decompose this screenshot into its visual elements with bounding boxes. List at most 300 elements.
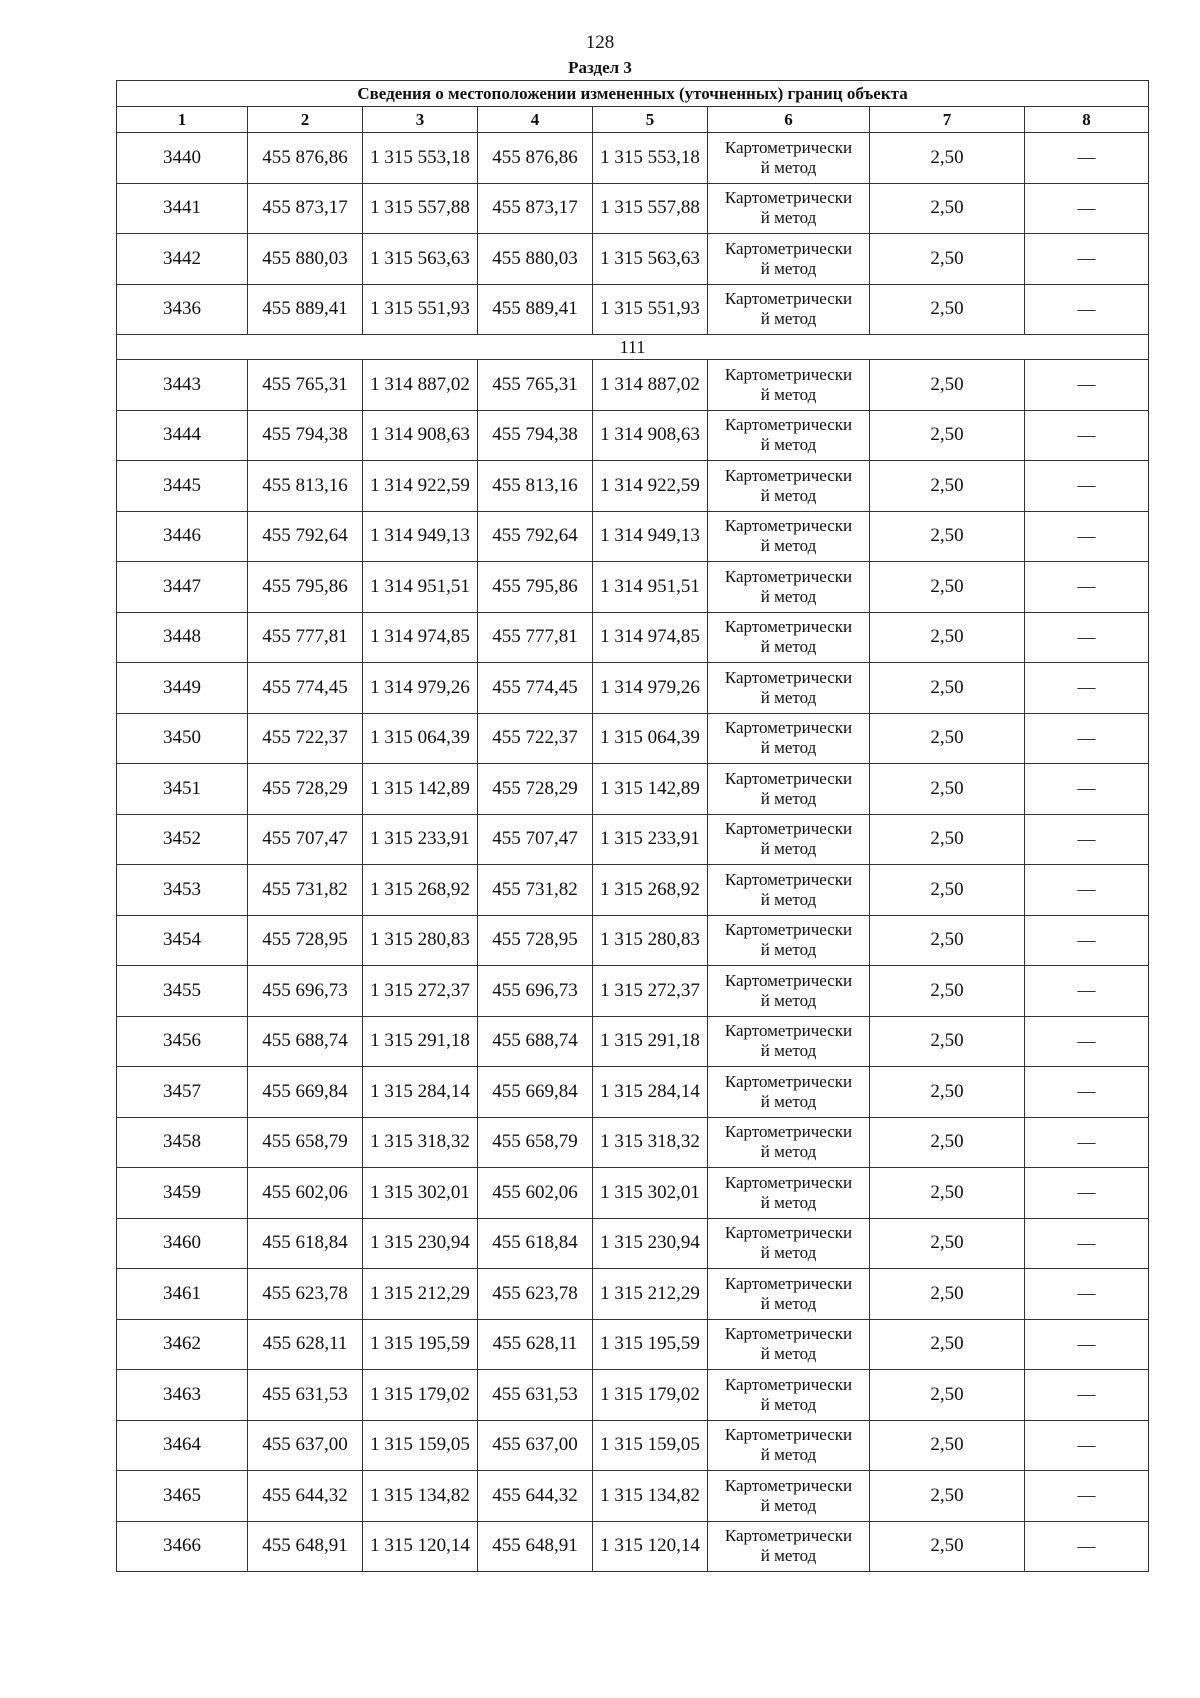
method-text-line: й метод: [760, 788, 817, 808]
method-text-line: й метод: [760, 1445, 817, 1465]
determination-method: [708, 410, 870, 461]
x-coordinate-refined: 455 644,32: [478, 1471, 593, 1522]
x-coordinate-refined: 455 731,82: [478, 865, 593, 916]
accuracy-value: 2,50: [870, 133, 1025, 184]
y-coordinate-existing: 1 315 553,18: [363, 133, 478, 184]
x-coordinate-existing: 455 889,41: [248, 284, 363, 335]
x-coordinate-existing: 455 623,78: [248, 1269, 363, 1320]
accuracy-value: 2,50: [870, 713, 1025, 764]
accuracy-value: 2,50: [870, 234, 1025, 285]
point-number: 3463: [117, 1370, 248, 1421]
x-coordinate-refined: 455 813,16: [478, 461, 593, 512]
method-text-line: Картометрически: [724, 1374, 853, 1394]
x-coordinate-refined: 455 728,95: [478, 915, 593, 966]
accuracy-value: 2,50: [870, 1168, 1025, 1219]
method-text-line: й метод: [760, 586, 817, 606]
table-row: [117, 612, 1149, 663]
x-coordinate-refined: 455 707,47: [478, 814, 593, 865]
x-coordinate-refined: 455 602,06: [478, 1168, 593, 1219]
point-number: 3444: [117, 410, 248, 461]
x-coordinate-existing: 455 813,16: [248, 461, 363, 512]
method-text-line: Картометрически: [724, 970, 853, 990]
table-row: [117, 915, 1149, 966]
x-coordinate-refined: 455 765,31: [478, 360, 593, 411]
y-coordinate-existing: 1 314 908,63: [363, 410, 478, 461]
description-cell: —: [1025, 234, 1149, 285]
y-coordinate-existing: 1 315 557,88: [363, 183, 478, 234]
x-coordinate-refined: 455 777,81: [478, 612, 593, 663]
table-row: [117, 1319, 1149, 1370]
x-coordinate-refined: 455 795,86: [478, 562, 593, 613]
point-number: 3452: [117, 814, 248, 865]
description-cell: —: [1025, 183, 1149, 234]
x-coordinate-refined: 455 658,79: [478, 1117, 593, 1168]
method-text-line: й метод: [760, 889, 817, 909]
x-coordinate-existing: 455 731,82: [248, 865, 363, 916]
table-row: [117, 814, 1149, 865]
accuracy-value: 2,50: [870, 663, 1025, 714]
point-number: 3451: [117, 764, 248, 815]
y-coordinate-refined: 1 315 563,63: [593, 234, 708, 285]
table-row: [117, 764, 1149, 815]
method-text-line: й метод: [760, 940, 817, 960]
method-text-line: Картометрически: [724, 238, 853, 258]
x-coordinate-existing: 455 774,45: [248, 663, 363, 714]
x-coordinate-existing: 455 794,38: [248, 410, 363, 461]
description-cell: —: [1025, 410, 1149, 461]
determination-method: [708, 1370, 870, 1421]
column-number: 2: [248, 107, 363, 133]
y-coordinate-refined: 1 314 922,59: [593, 461, 708, 512]
table-row: [117, 183, 1149, 234]
y-coordinate-existing: 1 315 318,32: [363, 1117, 478, 1168]
method-text-line: Картометрически: [724, 415, 853, 435]
x-coordinate-existing: 455 728,95: [248, 915, 363, 966]
y-coordinate-refined: 1 315 272,37: [593, 966, 708, 1017]
determination-method: [708, 1269, 870, 1320]
y-coordinate-refined: 1 315 551,93: [593, 284, 708, 335]
description-cell: —: [1025, 713, 1149, 764]
x-coordinate-refined: 455 792,64: [478, 511, 593, 562]
y-coordinate-refined: 1 315 159,05: [593, 1420, 708, 1471]
column-number: 5: [593, 107, 708, 133]
point-number: 3454: [117, 915, 248, 966]
determination-method: [708, 612, 870, 663]
y-coordinate-existing: 1 315 291,18: [363, 1016, 478, 1067]
accuracy-value: 2,50: [870, 1016, 1025, 1067]
point-number: 3450: [117, 713, 248, 764]
table-row: [117, 1218, 1149, 1269]
x-coordinate-existing: 455 722,37: [248, 713, 363, 764]
description-cell: —: [1025, 461, 1149, 512]
table-row: [117, 1269, 1149, 1320]
description-cell: —: [1025, 966, 1149, 1017]
section-title: Раздел 3: [568, 58, 632, 77]
method-text-line: й метод: [760, 536, 817, 556]
accuracy-value: 2,50: [870, 1067, 1025, 1118]
method-text-line: й метод: [760, 157, 817, 177]
description-cell: —: [1025, 663, 1149, 714]
x-coordinate-existing: 455 707,47: [248, 814, 363, 865]
y-coordinate-refined: 1 314 908,63: [593, 410, 708, 461]
x-coordinate-refined: 455 774,45: [478, 663, 593, 714]
determination-method: [708, 1420, 870, 1471]
x-coordinate-existing: 455 795,86: [248, 562, 363, 613]
point-number: 3462: [117, 1319, 248, 1370]
y-coordinate-existing: 1 314 922,59: [363, 461, 478, 512]
y-coordinate-refined: 1 315 280,83: [593, 915, 708, 966]
method-text-line: Картометрически: [724, 1475, 853, 1495]
determination-method: [708, 360, 870, 411]
method-text-line: й метод: [760, 384, 817, 404]
method-text-line: Картометрически: [724, 819, 853, 839]
x-coordinate-existing: 455 765,31: [248, 360, 363, 411]
method-text-line: Картометрически: [724, 1071, 853, 1091]
y-coordinate-refined: 1 315 134,82: [593, 1471, 708, 1522]
determination-method: [708, 461, 870, 512]
accuracy-value: 2,50: [870, 511, 1025, 562]
x-coordinate-refined: 455 628,11: [478, 1319, 593, 1370]
y-coordinate-refined: 1 315 195,59: [593, 1319, 708, 1370]
y-coordinate-refined: 1 315 302,01: [593, 1168, 708, 1219]
y-coordinate-refined: 1 314 887,02: [593, 360, 708, 411]
table-row: [117, 461, 1149, 512]
x-coordinate-existing: 455 792,64: [248, 511, 363, 562]
method-text-line: Картометрически: [724, 1526, 853, 1546]
y-coordinate-refined: 1 315 557,88: [593, 183, 708, 234]
description-cell: —: [1025, 133, 1149, 184]
method-text-line: й метод: [760, 1142, 817, 1162]
table-row: [117, 966, 1149, 1017]
point-number: 3465: [117, 1471, 248, 1522]
y-coordinate-refined: 1 315 318,32: [593, 1117, 708, 1168]
accuracy-value: 2,50: [870, 360, 1025, 411]
x-coordinate-refined: 455 876,86: [478, 133, 593, 184]
method-text-line: Картометрически: [724, 667, 853, 687]
y-coordinate-existing: 1 315 134,82: [363, 1471, 478, 1522]
accuracy-value: 2,50: [870, 966, 1025, 1017]
table-row: [117, 1471, 1149, 1522]
method-text-line: Картометрически: [724, 516, 853, 536]
table-caption: Сведения о местоположении измененных (уточненных) границ объекта: [117, 81, 1149, 107]
table-row: [117, 663, 1149, 714]
determination-method: [708, 1016, 870, 1067]
method-text-line: Картометрически: [724, 920, 853, 940]
method-text-line: й метод: [760, 309, 817, 329]
x-coordinate-refined: 455 889,41: [478, 284, 593, 335]
method-text-line: й метод: [760, 1293, 817, 1313]
table-row: [117, 1521, 1149, 1572]
method-text-line: Картометрически: [724, 465, 853, 485]
method-text-line: й метод: [760, 258, 817, 278]
x-coordinate-refined: 455 688,74: [478, 1016, 593, 1067]
y-coordinate-existing: 1 315 551,93: [363, 284, 478, 335]
y-coordinate-refined: 1 315 268,92: [593, 865, 708, 916]
x-coordinate-existing: 455 688,74: [248, 1016, 363, 1067]
x-coordinate-existing: 455 876,86: [248, 133, 363, 184]
x-coordinate-refined: 455 722,37: [478, 713, 593, 764]
determination-method: [708, 562, 870, 613]
table-row: [117, 410, 1149, 461]
y-coordinate-existing: 1 315 230,94: [363, 1218, 478, 1269]
description-cell: —: [1025, 1218, 1149, 1269]
column-number: 6: [708, 107, 870, 133]
description-cell: —: [1025, 1319, 1149, 1370]
point-number: 3459: [117, 1168, 248, 1219]
y-coordinate-existing: 1 315 142,89: [363, 764, 478, 815]
method-text-line: Картометрически: [724, 1425, 853, 1445]
x-coordinate-refined: 455 873,17: [478, 183, 593, 234]
group-label: 111: [117, 335, 1149, 360]
point-number: 3455: [117, 966, 248, 1017]
x-coordinate-refined: 455 696,73: [478, 966, 593, 1017]
accuracy-value: 2,50: [870, 1269, 1025, 1320]
method-text-line: Картометрически: [724, 1122, 853, 1142]
point-number: 3442: [117, 234, 248, 285]
table-row: [117, 133, 1149, 184]
table-row: [117, 1420, 1149, 1471]
accuracy-value: 2,50: [870, 1420, 1025, 1471]
x-coordinate-refined: 455 631,53: [478, 1370, 593, 1421]
determination-method: [708, 234, 870, 285]
accuracy-value: 2,50: [870, 865, 1025, 916]
y-coordinate-refined: 1 314 974,85: [593, 612, 708, 663]
method-text-line: й метод: [760, 1041, 817, 1061]
method-text-line: Картометрически: [724, 188, 853, 208]
point-number: 3449: [117, 663, 248, 714]
table-row: [117, 234, 1149, 285]
y-coordinate-existing: 1 314 974,85: [363, 612, 478, 663]
point-number: 3460: [117, 1218, 248, 1269]
determination-method: [708, 1168, 870, 1219]
x-coordinate-existing: 455 602,06: [248, 1168, 363, 1219]
accuracy-value: 2,50: [870, 562, 1025, 613]
table-row: [117, 284, 1149, 335]
accuracy-value: 2,50: [870, 284, 1025, 335]
y-coordinate-existing: 1 315 212,29: [363, 1269, 478, 1320]
accuracy-value: 2,50: [870, 612, 1025, 663]
x-coordinate-existing: 455 637,00: [248, 1420, 363, 1471]
table-row: [117, 562, 1149, 613]
point-number: 3445: [117, 461, 248, 512]
accuracy-value: 2,50: [870, 183, 1025, 234]
determination-method: [708, 133, 870, 184]
method-text-line: й метод: [760, 1243, 817, 1263]
determination-method: [708, 1471, 870, 1522]
method-text-line: Картометрически: [724, 1324, 853, 1344]
method-text-line: Картометрически: [724, 1021, 853, 1041]
point-number: 3441: [117, 183, 248, 234]
y-coordinate-refined: 1 315 120,14: [593, 1521, 708, 1572]
table-row: [117, 511, 1149, 562]
determination-method: [708, 1521, 870, 1572]
description-cell: —: [1025, 865, 1149, 916]
x-coordinate-existing: 455 658,79: [248, 1117, 363, 1168]
description-cell: —: [1025, 360, 1149, 411]
description-cell: —: [1025, 612, 1149, 663]
point-number: 3446: [117, 511, 248, 562]
point-number: 3447: [117, 562, 248, 613]
determination-method: [708, 915, 870, 966]
x-coordinate-existing: 455 669,84: [248, 1067, 363, 1118]
x-coordinate-refined: 455 728,29: [478, 764, 593, 815]
y-coordinate-refined: 1 314 949,13: [593, 511, 708, 562]
table-row: [117, 713, 1149, 764]
y-coordinate-refined: 1 314 951,51: [593, 562, 708, 613]
x-coordinate-existing: 455 628,11: [248, 1319, 363, 1370]
y-coordinate-existing: 1 315 179,02: [363, 1370, 478, 1421]
determination-method: [708, 764, 870, 815]
point-number: 3456: [117, 1016, 248, 1067]
accuracy-value: 2,50: [870, 814, 1025, 865]
y-coordinate-refined: 1 315 212,29: [593, 1269, 708, 1320]
y-coordinate-existing: 1 314 979,26: [363, 663, 478, 714]
y-coordinate-refined: 1 315 233,91: [593, 814, 708, 865]
y-coordinate-existing: 1 315 233,91: [363, 814, 478, 865]
accuracy-value: 2,50: [870, 1370, 1025, 1421]
table-row: [117, 1117, 1149, 1168]
description-cell: —: [1025, 562, 1149, 613]
description-cell: —: [1025, 1269, 1149, 1320]
method-text-line: Картометрически: [724, 1273, 853, 1293]
table-row: [117, 1370, 1149, 1421]
method-text-line: Картометрически: [724, 289, 853, 309]
y-coordinate-refined: 1 315 230,94: [593, 1218, 708, 1269]
table-caption-row: [117, 81, 1149, 107]
point-number: 3457: [117, 1067, 248, 1118]
x-coordinate-refined: 455 669,84: [478, 1067, 593, 1118]
y-coordinate-refined: 1 315 291,18: [593, 1016, 708, 1067]
x-coordinate-refined: 455 648,91: [478, 1521, 593, 1572]
determination-method: [708, 183, 870, 234]
method-text-line: Картометрически: [724, 364, 853, 384]
method-text-line: Картометрически: [724, 718, 853, 738]
accuracy-value: 2,50: [870, 1117, 1025, 1168]
group-row: [117, 335, 1149, 360]
point-number: 3436: [117, 284, 248, 335]
method-text-line: й метод: [760, 1192, 817, 1212]
method-text-line: й метод: [760, 1546, 817, 1566]
determination-method: [708, 284, 870, 335]
method-text-line: Картометрически: [724, 1223, 853, 1243]
method-text-line: Картометрически: [724, 617, 853, 637]
method-text-line: й метод: [760, 637, 817, 657]
determination-method: [708, 966, 870, 1017]
x-coordinate-existing: 455 777,81: [248, 612, 363, 663]
column-number: 3: [363, 107, 478, 133]
y-coordinate-refined: 1 315 064,39: [593, 713, 708, 764]
method-text-line: й метод: [760, 1394, 817, 1414]
point-number: 3461: [117, 1269, 248, 1320]
table-row: [117, 1168, 1149, 1219]
determination-method: [708, 1218, 870, 1269]
y-coordinate-existing: 1 315 268,92: [363, 865, 478, 916]
method-text-line: й метод: [760, 1091, 817, 1111]
point-number: 3440: [117, 133, 248, 184]
accuracy-value: 2,50: [870, 764, 1025, 815]
accuracy-value: 2,50: [870, 461, 1025, 512]
x-coordinate-existing: 455 696,73: [248, 966, 363, 1017]
x-coordinate-refined: 455 623,78: [478, 1269, 593, 1320]
column-number: 4: [478, 107, 593, 133]
description-cell: —: [1025, 1067, 1149, 1118]
description-cell: —: [1025, 511, 1149, 562]
y-coordinate-existing: 1 315 284,14: [363, 1067, 478, 1118]
accuracy-value: 2,50: [870, 1319, 1025, 1370]
accuracy-value: 2,50: [870, 410, 1025, 461]
accuracy-value: 2,50: [870, 1218, 1025, 1269]
y-coordinate-refined: 1 315 553,18: [593, 133, 708, 184]
point-number: 3443: [117, 360, 248, 411]
determination-method: [708, 1319, 870, 1370]
determination-method: [708, 814, 870, 865]
determination-method: [708, 1117, 870, 1168]
y-coordinate-existing: 1 315 195,59: [363, 1319, 478, 1370]
point-number: 3448: [117, 612, 248, 663]
method-text-line: й метод: [760, 738, 817, 758]
determination-method: [708, 713, 870, 764]
coordinates-table: [116, 80, 1149, 1572]
y-coordinate-existing: 1 315 064,39: [363, 713, 478, 764]
x-coordinate-existing: 455 631,53: [248, 1370, 363, 1421]
x-coordinate-refined: 455 637,00: [478, 1420, 593, 1471]
y-coordinate-refined: 1 314 979,26: [593, 663, 708, 714]
description-cell: —: [1025, 1168, 1149, 1219]
method-text-line: й метод: [760, 1495, 817, 1515]
x-coordinate-existing: 455 618,84: [248, 1218, 363, 1269]
accuracy-value: 2,50: [870, 915, 1025, 966]
table-row: [117, 865, 1149, 916]
accuracy-value: 2,50: [870, 1521, 1025, 1572]
method-text-line: й метод: [760, 990, 817, 1010]
method-text-line: Картометрически: [724, 137, 853, 157]
column-number: 7: [870, 107, 1025, 133]
point-number: 3458: [117, 1117, 248, 1168]
y-coordinate-existing: 1 315 159,05: [363, 1420, 478, 1471]
description-cell: —: [1025, 1117, 1149, 1168]
x-coordinate-existing: 455 648,91: [248, 1521, 363, 1572]
point-number: 3464: [117, 1420, 248, 1471]
y-coordinate-existing: 1 315 120,14: [363, 1521, 478, 1572]
determination-method: [708, 865, 870, 916]
method-text-line: Картометрически: [724, 768, 853, 788]
method-text-line: й метод: [760, 839, 817, 859]
table-body: [117, 133, 1149, 1572]
determination-method: [708, 663, 870, 714]
page-number: 128: [585, 32, 615, 53]
description-cell: —: [1025, 915, 1149, 966]
point-number: 3466: [117, 1521, 248, 1572]
method-text-line: й метод: [760, 208, 817, 228]
description-cell: —: [1025, 1016, 1149, 1067]
x-coordinate-existing: 455 728,29: [248, 764, 363, 815]
y-coordinate-existing: 1 314 951,51: [363, 562, 478, 613]
x-coordinate-refined: 455 618,84: [478, 1218, 593, 1269]
description-cell: —: [1025, 1471, 1149, 1522]
y-coordinate-refined: 1 315 142,89: [593, 764, 708, 815]
method-text-line: й метод: [760, 1344, 817, 1364]
method-text-line: й метод: [760, 485, 817, 505]
determination-method: [708, 1067, 870, 1118]
description-cell: —: [1025, 1420, 1149, 1471]
column-number: 1: [117, 107, 248, 133]
x-coordinate-refined: 455 880,03: [478, 234, 593, 285]
method-text-line: й метод: [760, 435, 817, 455]
table-row: [117, 1016, 1149, 1067]
method-text-line: Картометрически: [724, 566, 853, 586]
x-coordinate-existing: 455 644,32: [248, 1471, 363, 1522]
accuracy-value: 2,50: [870, 1471, 1025, 1522]
